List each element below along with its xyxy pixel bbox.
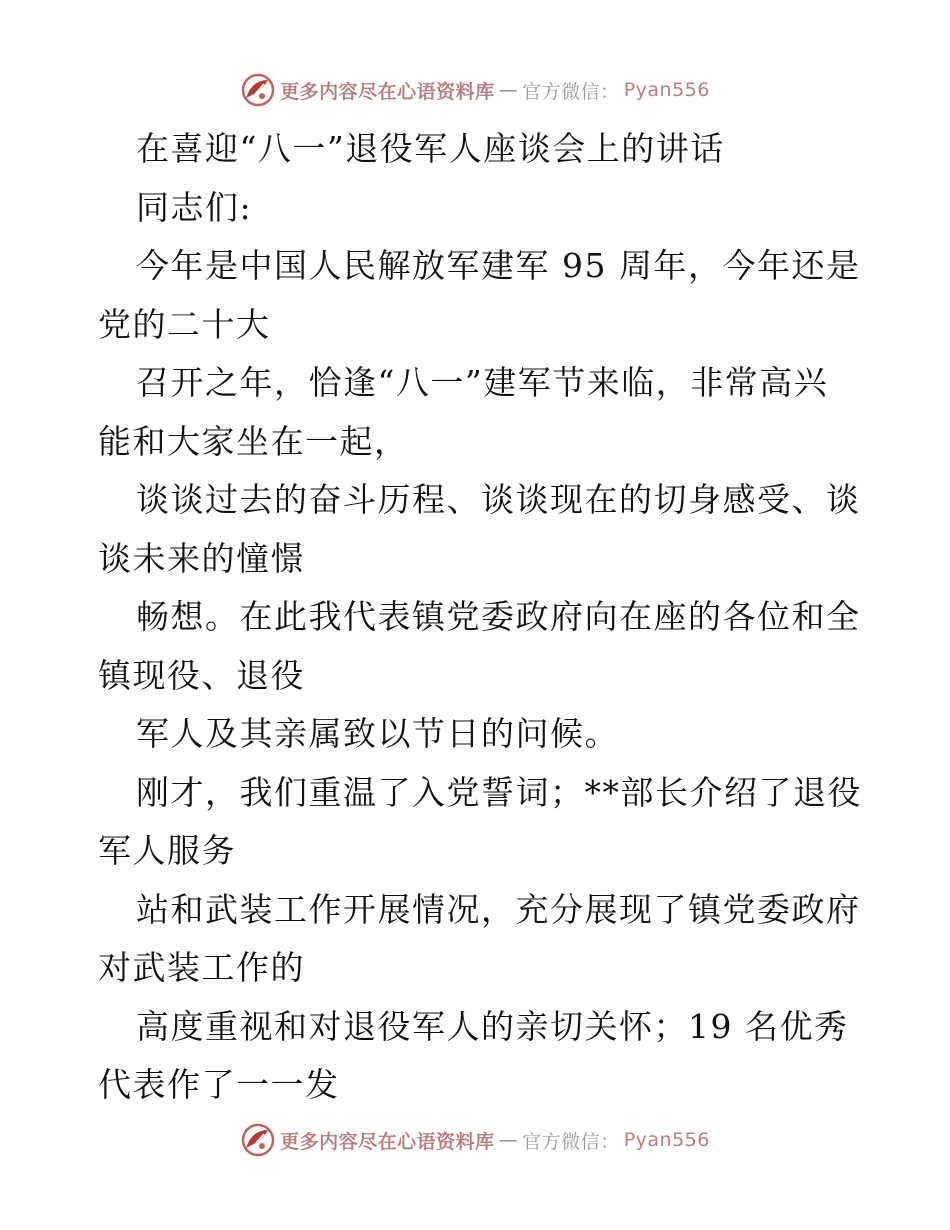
watermark-wechat-id: Pyan556 xyxy=(623,1129,710,1151)
text-line: 军人及其亲属致以节日的问候。 xyxy=(136,714,619,753)
text-line: 刚才，我们重温了入党誓词；**部长介绍了退役 xyxy=(136,772,862,812)
pen-logo-icon xyxy=(240,1122,276,1158)
watermark-main-text: 更多内容尽在心语资料库 xyxy=(280,1130,495,1153)
text-line: 党的二十大 xyxy=(98,304,271,344)
watermark-content xyxy=(240,72,710,108)
pen-logo-icon xyxy=(240,72,276,108)
watermark-main-text: 更多内容尽在心语资料库 xyxy=(280,80,495,103)
text-line: 今年是中国人民解放军建军 95 周年，今年还是 xyxy=(136,246,861,285)
document-body xyxy=(98,120,862,1115)
watermark-dash: — xyxy=(498,79,519,101)
text-line: 召开之年，恰逢“八一”建军节来临，非常高兴 xyxy=(136,363,829,402)
text-line: 高度重视和对退役军人的亲切关怀；19 名优秀 xyxy=(136,1006,849,1046)
text-line: 畅想。在此我代表镇党委政府向在座的各位和全 xyxy=(136,597,861,636)
watermark-wechat-label: 官方微信： xyxy=(522,1130,620,1153)
text-line: 镇现役、退役 xyxy=(98,655,305,695)
text-line: 站和武装工作开展情况，充分展现了镇党委政府 xyxy=(136,889,861,929)
text-line: 对武装工作的 xyxy=(98,948,305,987)
watermark-dash: — xyxy=(498,1129,519,1151)
text-line: 军人服务 xyxy=(98,831,236,870)
text-line: 能和大家坐在一起， xyxy=(98,421,409,461)
watermark-content xyxy=(240,1122,710,1158)
text-line: 谈谈过去的奋斗历程、谈谈现在的切身感受、谈 xyxy=(136,480,861,519)
watermark-header xyxy=(0,70,950,110)
watermark-wechat-label: 官方微信： xyxy=(522,80,620,103)
watermark-footer xyxy=(0,1120,950,1160)
text-line: 谈未来的憧憬 xyxy=(98,538,305,578)
document-title: 在喜迎“八一”退役军人座谈会上的讲话 xyxy=(136,129,725,168)
watermark-wechat-id: Pyan556 xyxy=(623,79,710,101)
text-line: 代表作了一一发 xyxy=(98,1065,340,1104)
salutation: 同志们: xyxy=(136,187,253,227)
